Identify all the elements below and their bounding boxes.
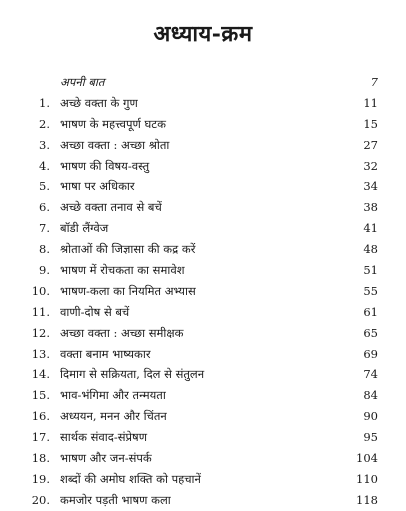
toc-row[interactable] xyxy=(20,344,378,365)
toc-entry-number: 1. xyxy=(39,95,50,110)
page-title: अध्याय-क्रम xyxy=(153,21,253,47)
toc-entry-label: भाषण और जन-संपर्क xyxy=(60,451,152,466)
toc-entry-number: 18. xyxy=(31,451,50,466)
toc-row[interactable] xyxy=(20,114,378,135)
toc-entry-number: 3. xyxy=(39,137,50,152)
toc-row[interactable] xyxy=(20,135,378,156)
toc-entry-page: 118 xyxy=(356,492,378,507)
toc-entry-number: 10. xyxy=(31,283,50,298)
toc-entry-page: 110 xyxy=(356,471,378,486)
toc-entry-label: अपनी बात xyxy=(60,75,105,89)
toc-entry-page: 95 xyxy=(363,430,378,445)
toc-entry-label: शब्दों की अमोघ शक्ति को पहचानें xyxy=(60,471,201,486)
toc-entry-number: 8. xyxy=(39,242,50,257)
toc-entry-number: 11. xyxy=(31,304,50,319)
toc-entry-number: 20. xyxy=(31,492,50,507)
toc-row[interactable] xyxy=(20,406,378,427)
toc-entry-page: 32 xyxy=(363,158,378,173)
toc-entry-page: 51 xyxy=(363,263,378,278)
toc-entry-page: 61 xyxy=(363,304,378,319)
toc-entry-number: 4. xyxy=(39,158,50,173)
toc-entry-page: 11 xyxy=(363,95,378,110)
toc-entry-label: भाषण में रोचकता का समावेश xyxy=(60,263,185,278)
toc-entry-number: 6. xyxy=(39,200,50,215)
toc-entry-number: 15. xyxy=(31,388,50,403)
toc-entry-number: 9. xyxy=(39,263,50,278)
toc-row[interactable] xyxy=(20,218,378,239)
toc-entry-label: भाषा पर अधिकार xyxy=(60,179,135,194)
toc-entry-page: 48 xyxy=(363,242,378,257)
toc-entry-page: 74 xyxy=(363,367,378,382)
toc-row[interactable] xyxy=(20,302,378,323)
toc-entry-page: 41 xyxy=(363,221,378,236)
toc-entry-page: 15 xyxy=(363,116,378,131)
toc-entry-label: कमजोर पड़ती भाषण कला xyxy=(60,492,171,507)
toc-row[interactable] xyxy=(20,323,378,344)
toc-entry-label: भाषण की विषय-वस्तु xyxy=(60,158,150,173)
toc-entry-number: 13. xyxy=(31,346,50,361)
toc-entry-page: 34 xyxy=(363,179,378,194)
toc-row[interactable] xyxy=(20,239,378,260)
toc-entry-number: 7. xyxy=(39,221,50,236)
toc-row[interactable] xyxy=(20,364,378,385)
toc-entry-number: 2. xyxy=(39,116,50,131)
toc-entry-label: सार्थक संवाद-संप्रेषण xyxy=(60,430,148,445)
toc-entry-number: 19. xyxy=(31,471,50,486)
toc-entry-label: अच्छा वक्ता : अच्छा समीक्षक xyxy=(60,325,184,340)
toc-row[interactable] xyxy=(20,93,378,114)
toc-entry-label: दिमाग से सक्रियता, दिल से संतुलन xyxy=(60,367,205,382)
toc-entry-page: 84 xyxy=(363,388,378,403)
toc-entry-page: 69 xyxy=(363,346,378,361)
table-of-contents xyxy=(20,72,378,511)
toc-entry-label: बॉडी लैंग्वेज xyxy=(60,221,109,236)
toc-entry-page: 55 xyxy=(363,283,378,298)
toc-row[interactable] xyxy=(20,448,378,469)
toc-entry-label: अच्छे वक्ता के गुण xyxy=(60,95,138,110)
toc-entry-number: 5. xyxy=(39,179,50,194)
toc-entry-number: 12. xyxy=(31,325,50,340)
toc-entry-page: 104 xyxy=(356,451,378,466)
toc-entry-label: वाणी-दोष से बचें xyxy=(60,304,130,319)
toc-entry-page: 65 xyxy=(363,325,378,340)
toc-row[interactable] xyxy=(20,490,378,511)
toc-entry-page: 38 xyxy=(363,200,378,215)
toc-entry-number: 16. xyxy=(31,409,50,424)
toc-intro-row[interactable] xyxy=(20,72,378,93)
toc-entry-number: 17. xyxy=(31,430,50,445)
toc-row[interactable] xyxy=(20,385,378,406)
toc-entry-label: अच्छे वक्ता तनाव से बचें xyxy=(60,200,162,215)
toc-entry-label: भाषण-कला का नियमित अभ्यास xyxy=(60,283,196,298)
toc-row[interactable] xyxy=(20,281,378,302)
toc-entry-page: 90 xyxy=(363,409,378,424)
toc-row[interactable] xyxy=(20,197,378,218)
toc-row[interactable] xyxy=(20,469,378,490)
toc-row[interactable] xyxy=(20,260,378,281)
toc-entry-page: 27 xyxy=(363,137,378,152)
toc-entry-page: 7 xyxy=(370,75,378,89)
toc-entry-number: 14. xyxy=(31,367,50,382)
toc-entry-label: भाव-भंगिमा और तन्मयता xyxy=(60,388,166,403)
toc-entry-label: अच्छा वक्ता : अच्छा श्रोता xyxy=(60,137,170,152)
toc-entry-label: भाषण के महत्त्वपूर्ण घटक xyxy=(60,116,166,131)
toc-row[interactable] xyxy=(20,156,378,177)
toc-entry-label: वक्ता बनाम भाष्यकार xyxy=(60,346,151,361)
toc-entry-label: श्रोताओं की जिज्ञासा की कद्र करें xyxy=(60,242,196,257)
toc-entry-label: अध्ययन, मनन और चिंतन xyxy=(60,409,167,424)
toc-row[interactable] xyxy=(20,427,378,448)
toc-row[interactable] xyxy=(20,176,378,197)
